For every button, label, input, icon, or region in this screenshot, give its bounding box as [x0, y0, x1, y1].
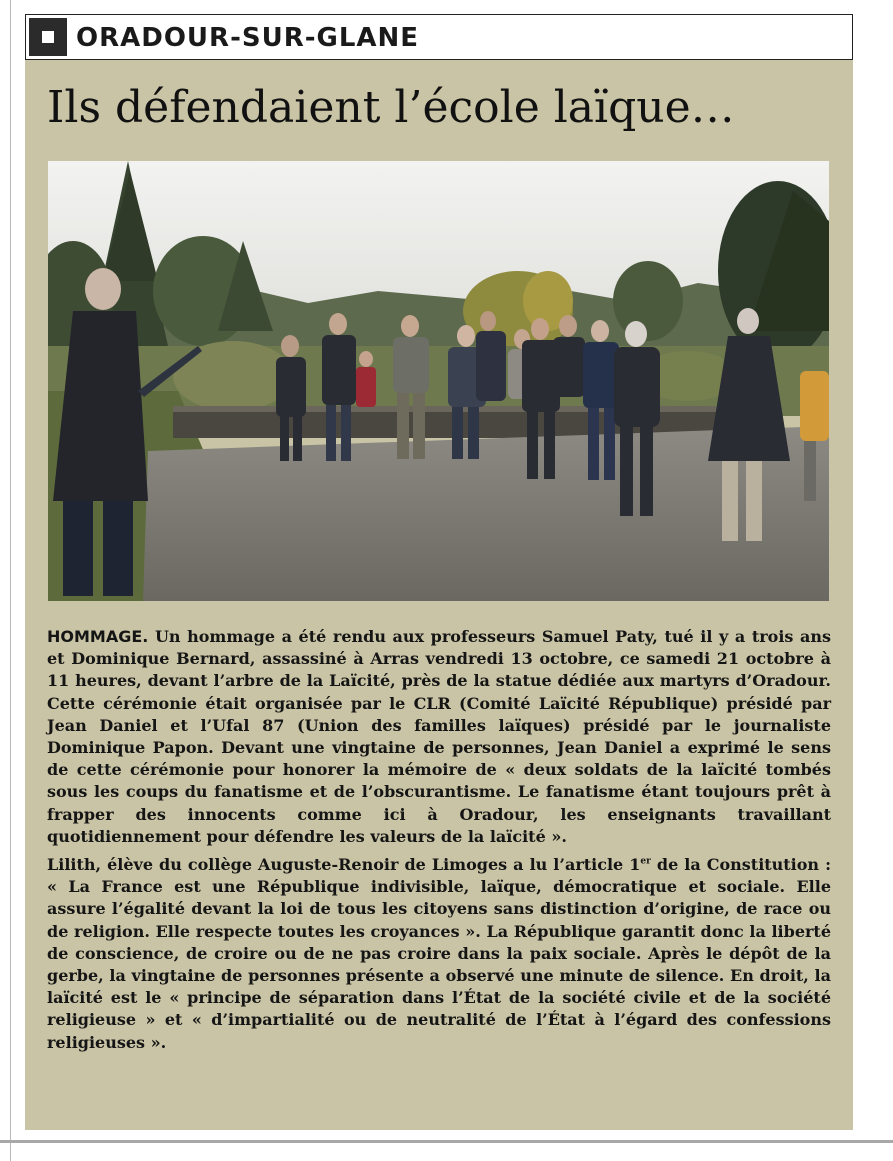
paragraph-2-text-b: de la Constitution : « La France est une République indivisible, laïque, démocratique et sociale. Elle assure l’égalité devant la loi de tous les citoyens sans distinction d’origine, de race ou de religion. Elle respecte toutes les croyances ». La République garantit donc la liberté de conscience, de croire ou de ne pas croire dans la paix sociale. Après le dépôt de la gerbe, la vingtaine de personnes présente a observé une minute de silence. En droit, la laïcité est le « principe de séparation dans l’État de la société civile et de la société religieuse » et « d’impartialité ou de neutralité de l’État à l’égard des confessions religieuses ». — [47, 855, 832, 1052]
article-paragraph-2 — [47, 854, 831, 1054]
article-paragraph-1 — [47, 626, 831, 848]
article-body — [47, 626, 831, 1054]
paragraph-2-text-a: Lilith, élève du collège Auguste-Renoir de Limoges a lu l’article 1 — [47, 855, 641, 875]
article-headline: Ils défendaient l’école laïque… — [47, 82, 735, 133]
ordinal-superscript: er — [640, 856, 651, 867]
section-kicker-bar — [25, 14, 853, 60]
article-photo — [48, 161, 829, 601]
page-bottom-rule — [0, 1140, 893, 1143]
page-left-rule — [10, 0, 11, 1161]
paragraph-1-text: Un hommage a été rendu aux professeurs Samuel Paty, tué il y a trois ans et Dominique Bernard, assassiné à Arras vendredi 13 octobre, ce samedi 21 octobre à 11 heures, devant l’arbre de la Laïcité, près de la statue dédiée aux martyrs d’Oradour. Cette cérémonie était organisée par le CLR (Comité Laïcité République) présidé par Jean Daniel et l’Ufal 87 (Union des familles laïques) présidé par le journaliste Dominique Papon. Devant une vingtaine de personnes, Jean Daniel a exprimé le sens de cette cérémonie pour honorer la mémoire de « deux soldats de la laïcité tombés sous les coups du fanatisme et de l’obscurantisme. Le fanatisme étant toujours prêt à frapper des innocents comme ici à Oradour, les enseignants travaillant quotidiennement pour défendre les valeurs de la laïcité ». — [47, 627, 831, 846]
square-bullet-icon — [29, 18, 67, 56]
section-kicker: ORADOUR-SUR-GLANE — [76, 23, 420, 53]
lead-word: HOMMAGE. — [47, 627, 149, 646]
newspaper-clipping — [25, 14, 853, 1130]
